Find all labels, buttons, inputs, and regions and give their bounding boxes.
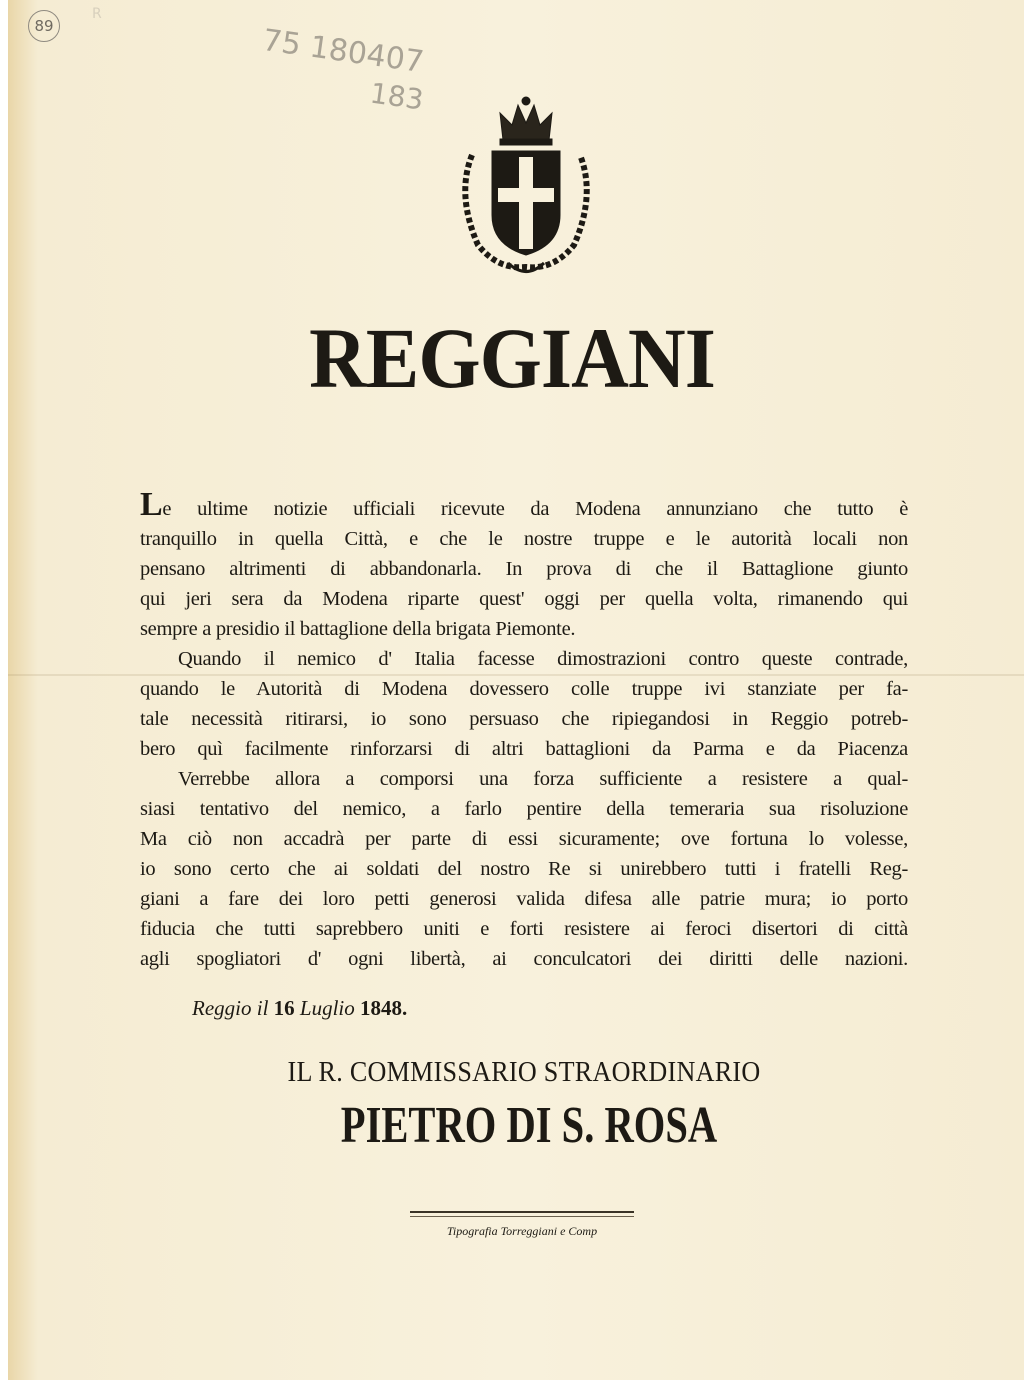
faint-stamp-letter: R xyxy=(92,6,102,22)
poster-title: REGGIANI xyxy=(309,310,715,406)
date-year: 1848. xyxy=(360,996,408,1020)
inventory-number: 75 180407 xyxy=(260,22,426,81)
body-line: Quando il nemico d' Italia facesse dimostrazioni contro queste contrade, xyxy=(178,648,908,670)
body-line: quando le Autorità di Modena dovessero colle truppe ivi stanziate per fa- xyxy=(140,678,908,700)
body-line: sempre a presidio il battaglione della brigata Piemonte. xyxy=(140,618,576,640)
coat-of-arms-emblem xyxy=(448,95,604,280)
divider-rule xyxy=(410,1211,634,1217)
signatory-office: IL R. COMMISSARIO STRAORDINARIO xyxy=(287,1056,761,1088)
sheet-number: 183 xyxy=(367,76,426,117)
body-line: io sono certo che ai soldati del nostro Re si unirebbero tutti i fratelli Reg- xyxy=(140,858,908,880)
body-line: pensano altrimenti di abbandonarla. In prova di che il Battaglione giunto xyxy=(140,558,908,580)
scan-edge xyxy=(0,0,8,1380)
signatory-name: PIETRO DI S. ROSA xyxy=(340,1097,718,1154)
body-line: tranquillo in quella Città, e che le nostre truppe e le autorità locali non xyxy=(140,528,908,550)
drop-cap: L xyxy=(140,486,163,523)
archive-folio-number: 89 xyxy=(28,10,60,42)
body-line: Ma ciò non accadrà per parte di essi sicuramente; ove fortuna lo volesse, xyxy=(140,828,908,850)
body-line-text: e ultime notizie ufficiali ricevute da Modena annunziano che tutto è xyxy=(162,498,908,520)
date-place: Reggio il xyxy=(192,996,269,1020)
body-line: tale necessità ritirarsi, io sono persuaso che ripiegandosi in Reggio potreb- xyxy=(140,708,908,730)
proclamation-body xyxy=(140,486,908,974)
body-line: fiducia che tutti saprebbero uniti e forti resistere ai feroci disertori di città xyxy=(140,918,908,940)
body-line: bero quì facilmente rinforzarsi di altri battaglioni da Parma e da Piacenza xyxy=(140,738,908,760)
body-line: Verrebbe allora a comporsi una forza sufficiente a resistere a qual- xyxy=(178,768,908,790)
body-line: giani a fare dei loro petti generosi valida difesa alle patrie mura; io porto xyxy=(140,888,908,910)
body-line xyxy=(140,486,908,524)
body-line: qui jeri sera da Modena riparte quest' oggi per quella volta, rimanendo qui xyxy=(140,588,908,610)
date-month: Luglio xyxy=(299,996,355,1020)
body-line: agli spogliatori d' ogni libertà, ai conculcatori dei diritti delle nazioni. xyxy=(140,948,908,970)
body-line: siasi tentativo del nemico, a farlo pentire della temeraria sua risoluzione xyxy=(140,798,908,820)
date-day: 16 xyxy=(273,996,295,1020)
printer-imprint: Tipografia Torreggiani e Comp xyxy=(446,1224,598,1238)
date-line xyxy=(192,996,407,1021)
